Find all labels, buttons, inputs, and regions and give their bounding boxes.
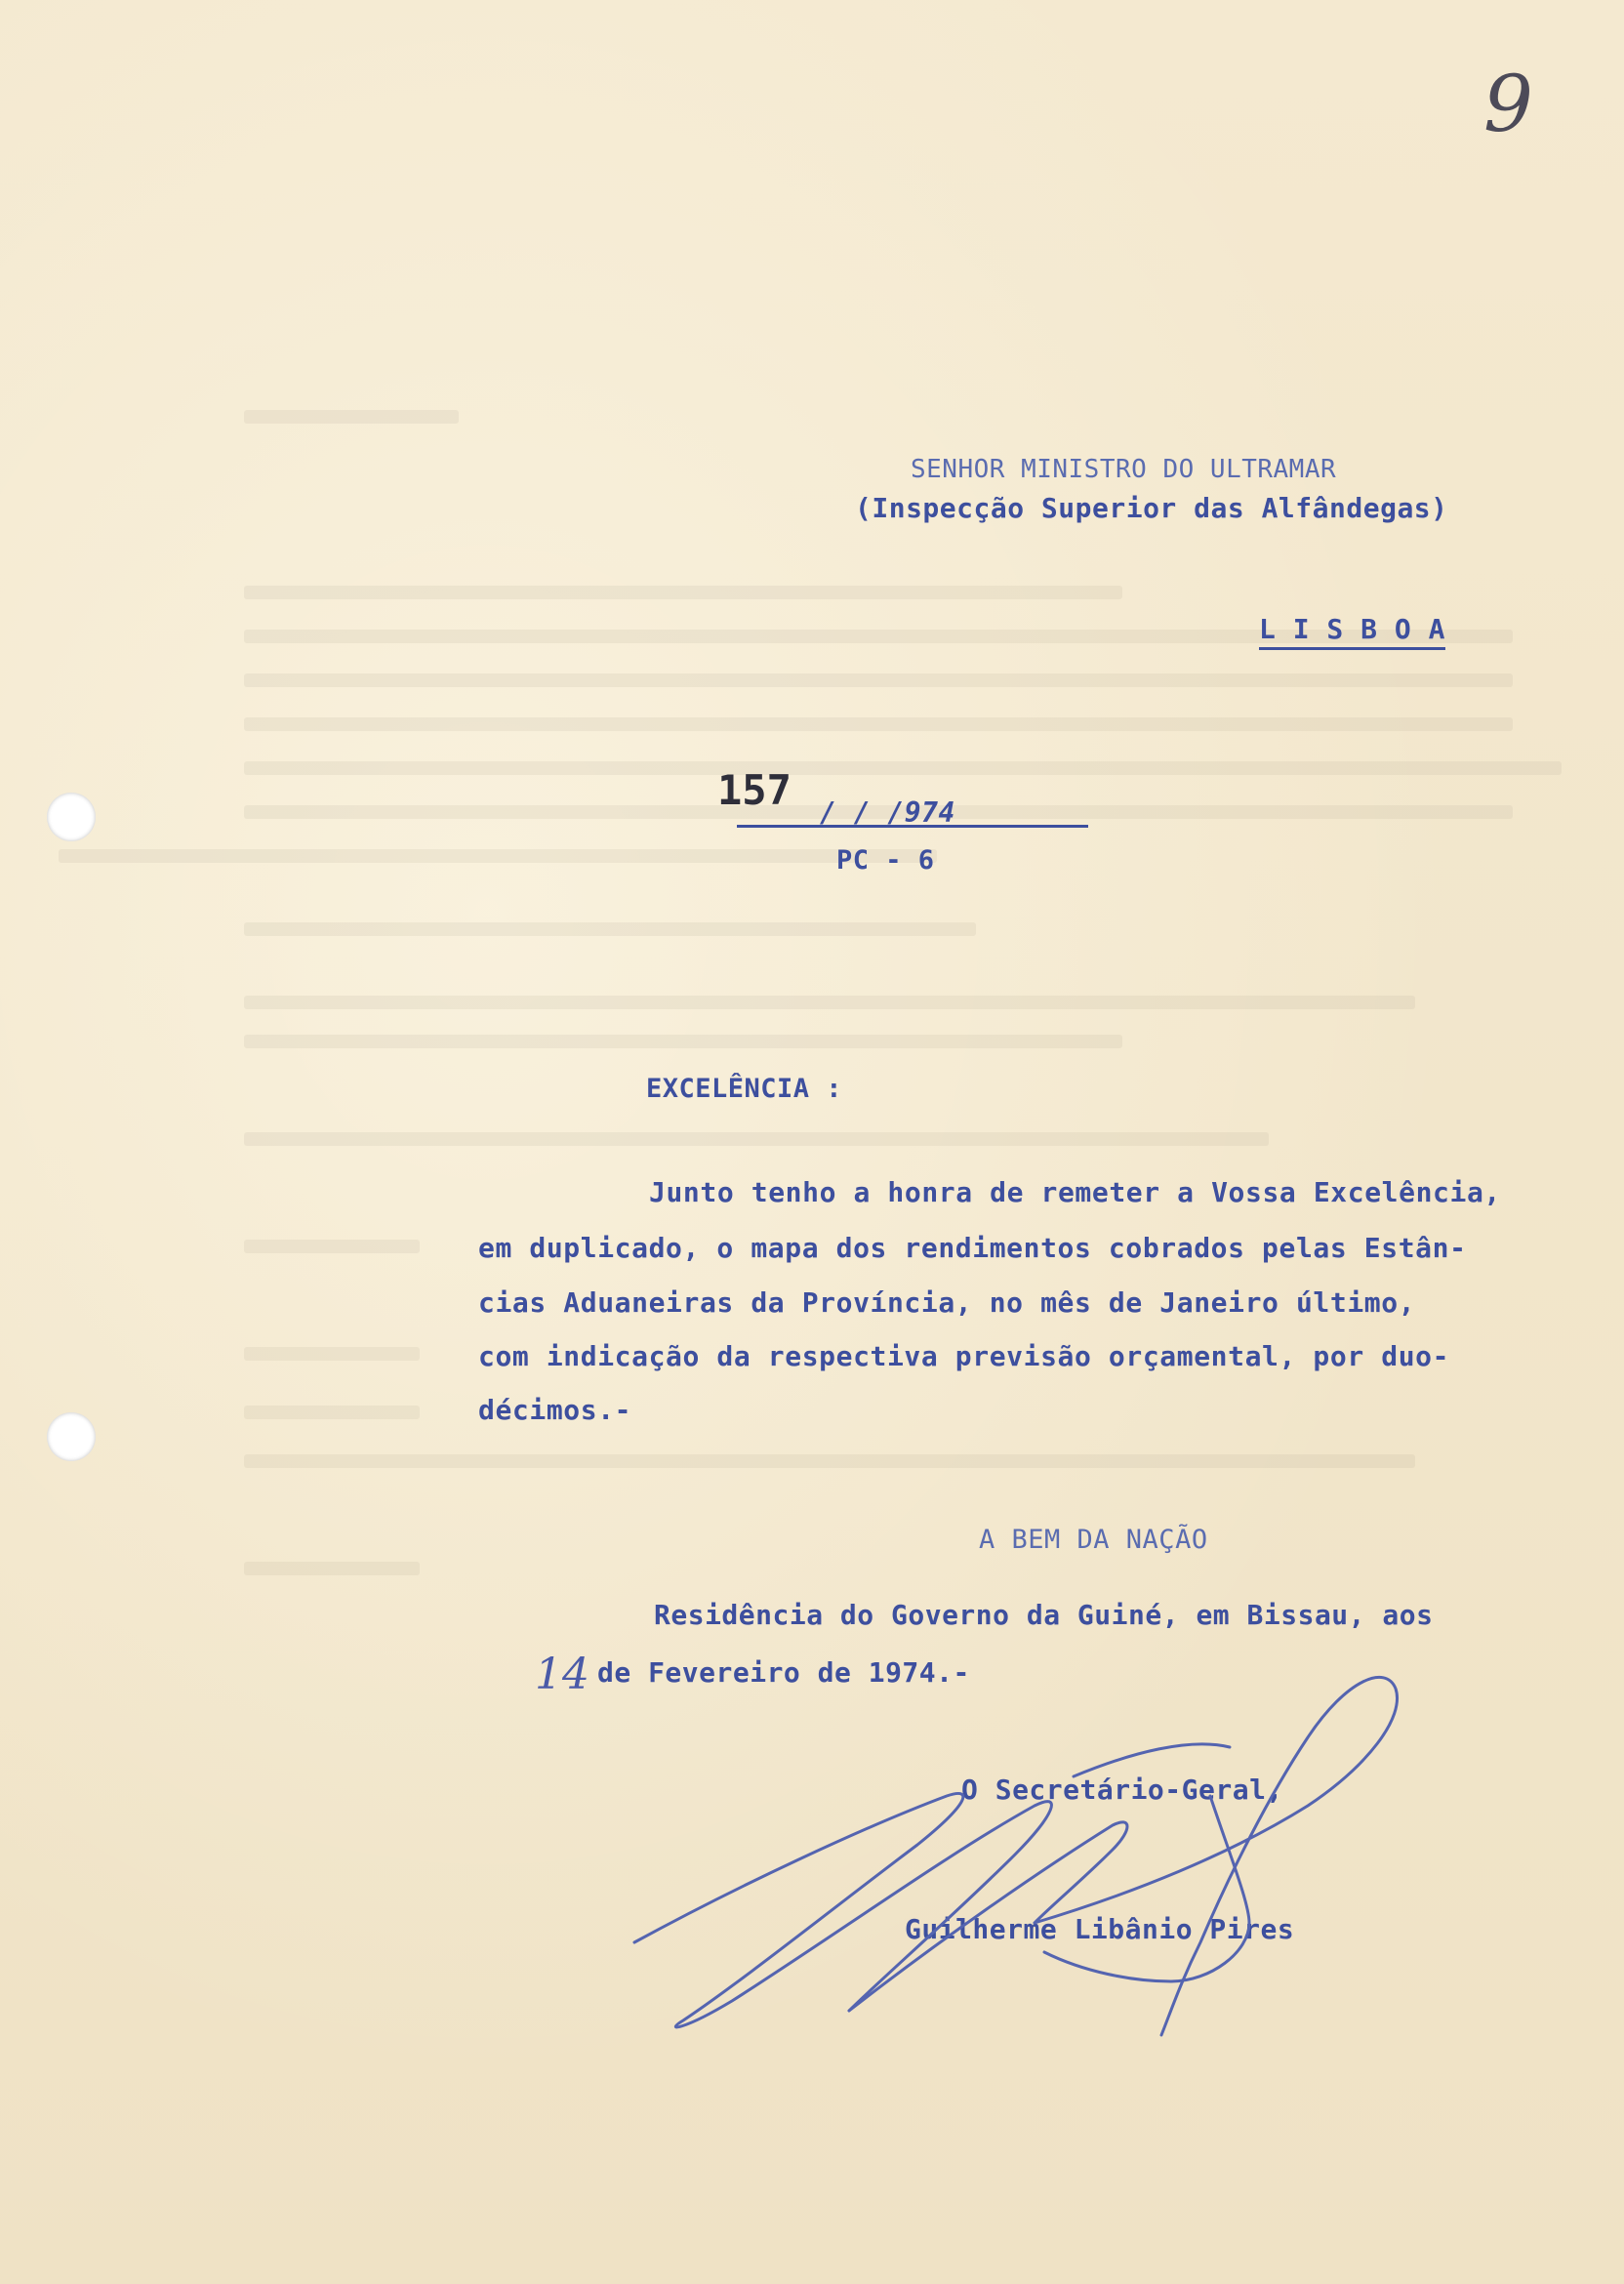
signature-stroke [1044, 1796, 1249, 1981]
bleed-through-mark [244, 410, 459, 424]
handwritten-day: 14 [535, 1650, 589, 1699]
recipient-line-1: SENHOR MINISTRO DO ULTRAMAR [911, 455, 1337, 484]
signature-stroke [849, 1822, 1127, 2011]
salutation: EXCELÊNCIA : [646, 1074, 843, 1104]
signatory-title: O Secretário-Geral, [961, 1774, 1283, 1806]
signature-stroke [634, 1793, 1051, 2026]
reference-number: 157 [717, 766, 792, 814]
bleed-through-mark [244, 922, 976, 936]
signatory-name: Guilherme Libânio Pires [905, 1913, 1295, 1945]
bleed-through-mark [244, 1562, 420, 1575]
bleed-through-mark [244, 1454, 1415, 1468]
bleed-through-mark [244, 1347, 420, 1361]
reference-code: PC - 6 [836, 845, 935, 876]
closing-formula: A BEM DA NAÇÃO [979, 1525, 1208, 1555]
punch-hole-top [47, 793, 96, 841]
bleed-through-mark [244, 717, 1513, 731]
bleed-through-mark [59, 849, 937, 863]
bleed-through-mark [244, 586, 1122, 599]
bleed-through-mark [244, 673, 1513, 687]
body-line-4: com indicação da respectiva previsão orçamental, por duo- [478, 1340, 1450, 1372]
handwritten-page-number: 9 [1483, 59, 1533, 149]
reference-year-slashes: / / /974 [820, 796, 955, 829]
recipient-line-2: (Inspecção Superior das Alfândegas) [855, 492, 1448, 524]
punch-hole-bottom [47, 1412, 96, 1461]
body-line-5: décimos.- [478, 1394, 632, 1426]
bleed-through-mark [244, 1240, 420, 1253]
signature-stroke [1035, 1677, 1398, 2035]
bleed-through-mark [244, 1132, 1269, 1146]
place-date-line-1: Residência do Governo da Guiné, em Bissau, aos [654, 1599, 1434, 1631]
place-date-line-2: de Fevereiro de 1974.- [597, 1656, 970, 1689]
bleed-through-mark [244, 996, 1415, 1009]
handwritten-signature [625, 1659, 1464, 2050]
signature-stroke [1074, 1744, 1230, 1776]
body-line-2: em duplicado, o mapa dos rendimentos cobrados pelas Estân- [478, 1232, 1467, 1264]
recipient-city: L I S B O A [1259, 613, 1445, 650]
bleed-through-mark [244, 761, 1562, 775]
body-line-1: Junto tenho a honra de remeter a Vossa Excelência, [649, 1176, 1501, 1208]
bleed-through-mark [244, 1035, 1122, 1048]
body-line-3: cias Aduaneiras da Província, no mês de Janeiro último, [478, 1286, 1416, 1319]
bleed-through-mark [244, 1406, 420, 1419]
